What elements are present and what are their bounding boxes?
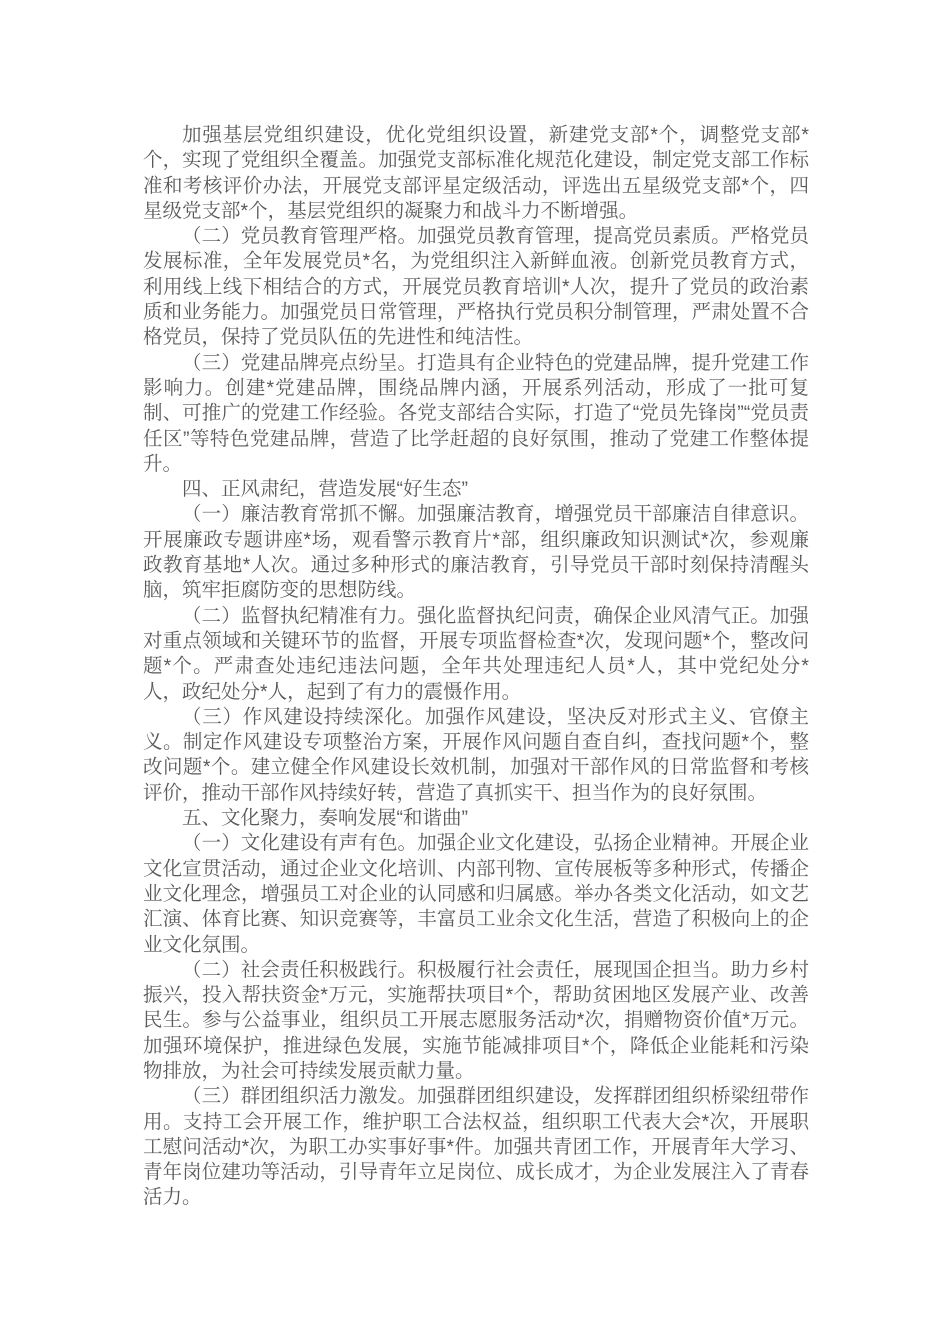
paragraph-member-education-management: （二）党员教育管理严格。加强党员教育管理，提高党员素质。严格党员发展标准，全年发展党员*名，为党组织注入新鲜血液。创新党员教育方式，利用线上线下相结合的方式，开展党员教育培训*人次，提升了党员的政治素质和业务能力。加强党员日常管理，严格执行党员积分制管理，严肃处置不合格党员，保持了党员队伍的先进性和纯洁性。 (143, 225, 809, 349)
paragraph-culture-building: （一）文化建设有声有色。加强企业文化建设，弘扬企业精神。开展企业文化宣贯活动，通过企业文化培训、内部刊物、宣传展板等多种形式，传播企业文化理念，增强员工对企业的认同感和归属感。举办各类文化活动，如文艺汇演、体育比赛、知识竞赛等，丰富员工业余文化生活，营造了积极向上的企业文化氛围。 (143, 832, 809, 956)
document-body (143, 123, 809, 1211)
section-heading-5-culture: 五、文化聚力，奏响发展“和谐曲” (182, 807, 468, 830)
paragraph-social-responsibility: （二）社会责任积极践行。积极履行社会责任，展现国企担当。助力乡村振兴，投入帮扶资金*万元，实施帮扶项目*个，帮助贫困地区发展产业、改善民生。参与公益事业，组织员工开展志愿服务活动*次，捐赠物资价值*万元。加强环境保护，推进绿色发展，实施节能减排项目*个，降低企业能耗和污染物排放，为社会可持续发展贡献力量。 (143, 958, 809, 1082)
paragraph-supervision-discipline: （二）监督执纪精准有力。强化监督执纪问责，确保企业风清气正。加强对重点领域和关键环节的监督，开展专项监督检查*次，发现问题*个，整改问题*个。严肃查处违纪违法问题，全年共处理违纪人员*人，其中党纪处分*人，政纪处分*人，起到了有力的震慑作用。 (143, 604, 809, 703)
paragraph-workstyle-building: （三）作风建设持续深化。加强作风建设，坚决反对形式主义、官僚主义。制定作风建设专项整治方案，开展作风问题自查自纠，查找问题*个，整改问题*个。建立健全作风建设长效机制，加强对干部作风的日常监督和考核评价，推动干部作风持续好转，营造了真抓实干、担当作为的良好氛围。 (143, 705, 809, 804)
paragraph-party-brand-highlights: （三）党建品牌亮点纷呈。打造具有企业特色的党建品牌，提升党建工作影响力。创建*党建品牌，围绕品牌内涵，开展系列活动，形成了一批可复制、可推广的党建工作经验。各党支部结合实际，打造了“党员先锋岗”“党员责任区”等特色党建品牌，营造了比学赶超的良好氛围，推动了党建工作整体提升。 (143, 351, 809, 475)
paragraph-mass-organizations: （三）群团组织活力激发。加强群团组织建设，发挥群团组织桥梁纽带作用。支持工会开展工作，维护职工合法权益，组织职工代表大会*次，开展职工慰问活动*次，为职工办实事好事*件。加强共青团工作，开展青年大学习、青年岗位建功等活动，引导青年立足岗位、成长成才，为企业发展注入了青春活力。 (143, 1085, 809, 1209)
paragraph-integrity-education: （一）廉洁教育常抓不懈。加强廉洁教育，增强党员干部廉洁自律意识。开展廉政专题讲座*场，观看警示教育片*部，组织廉政知识测试*次，参观廉政教育基地*人次。通过多种形式的廉洁教育，引导党员干部时刻保持清醒头脑，筑牢拒腐防变的思想防线。 (143, 503, 809, 602)
paragraph-grassroots-org-building: 加强基层党组织建设，优化党组织设置，新建党支部*个，调整党支部*个，实现了党组织全覆盖。加强党支部标准化规范化建设，制定党支部工作标准和考核评价办法，开展党支部评星定级活动，评选出五星级党支部*个，四星级党支部*个，基层党组织的凝聚力和战斗力不断增强。 (143, 124, 809, 222)
section-heading-4-discipline: 四、正风肃纪，营造发展“好生态” (182, 478, 468, 501)
